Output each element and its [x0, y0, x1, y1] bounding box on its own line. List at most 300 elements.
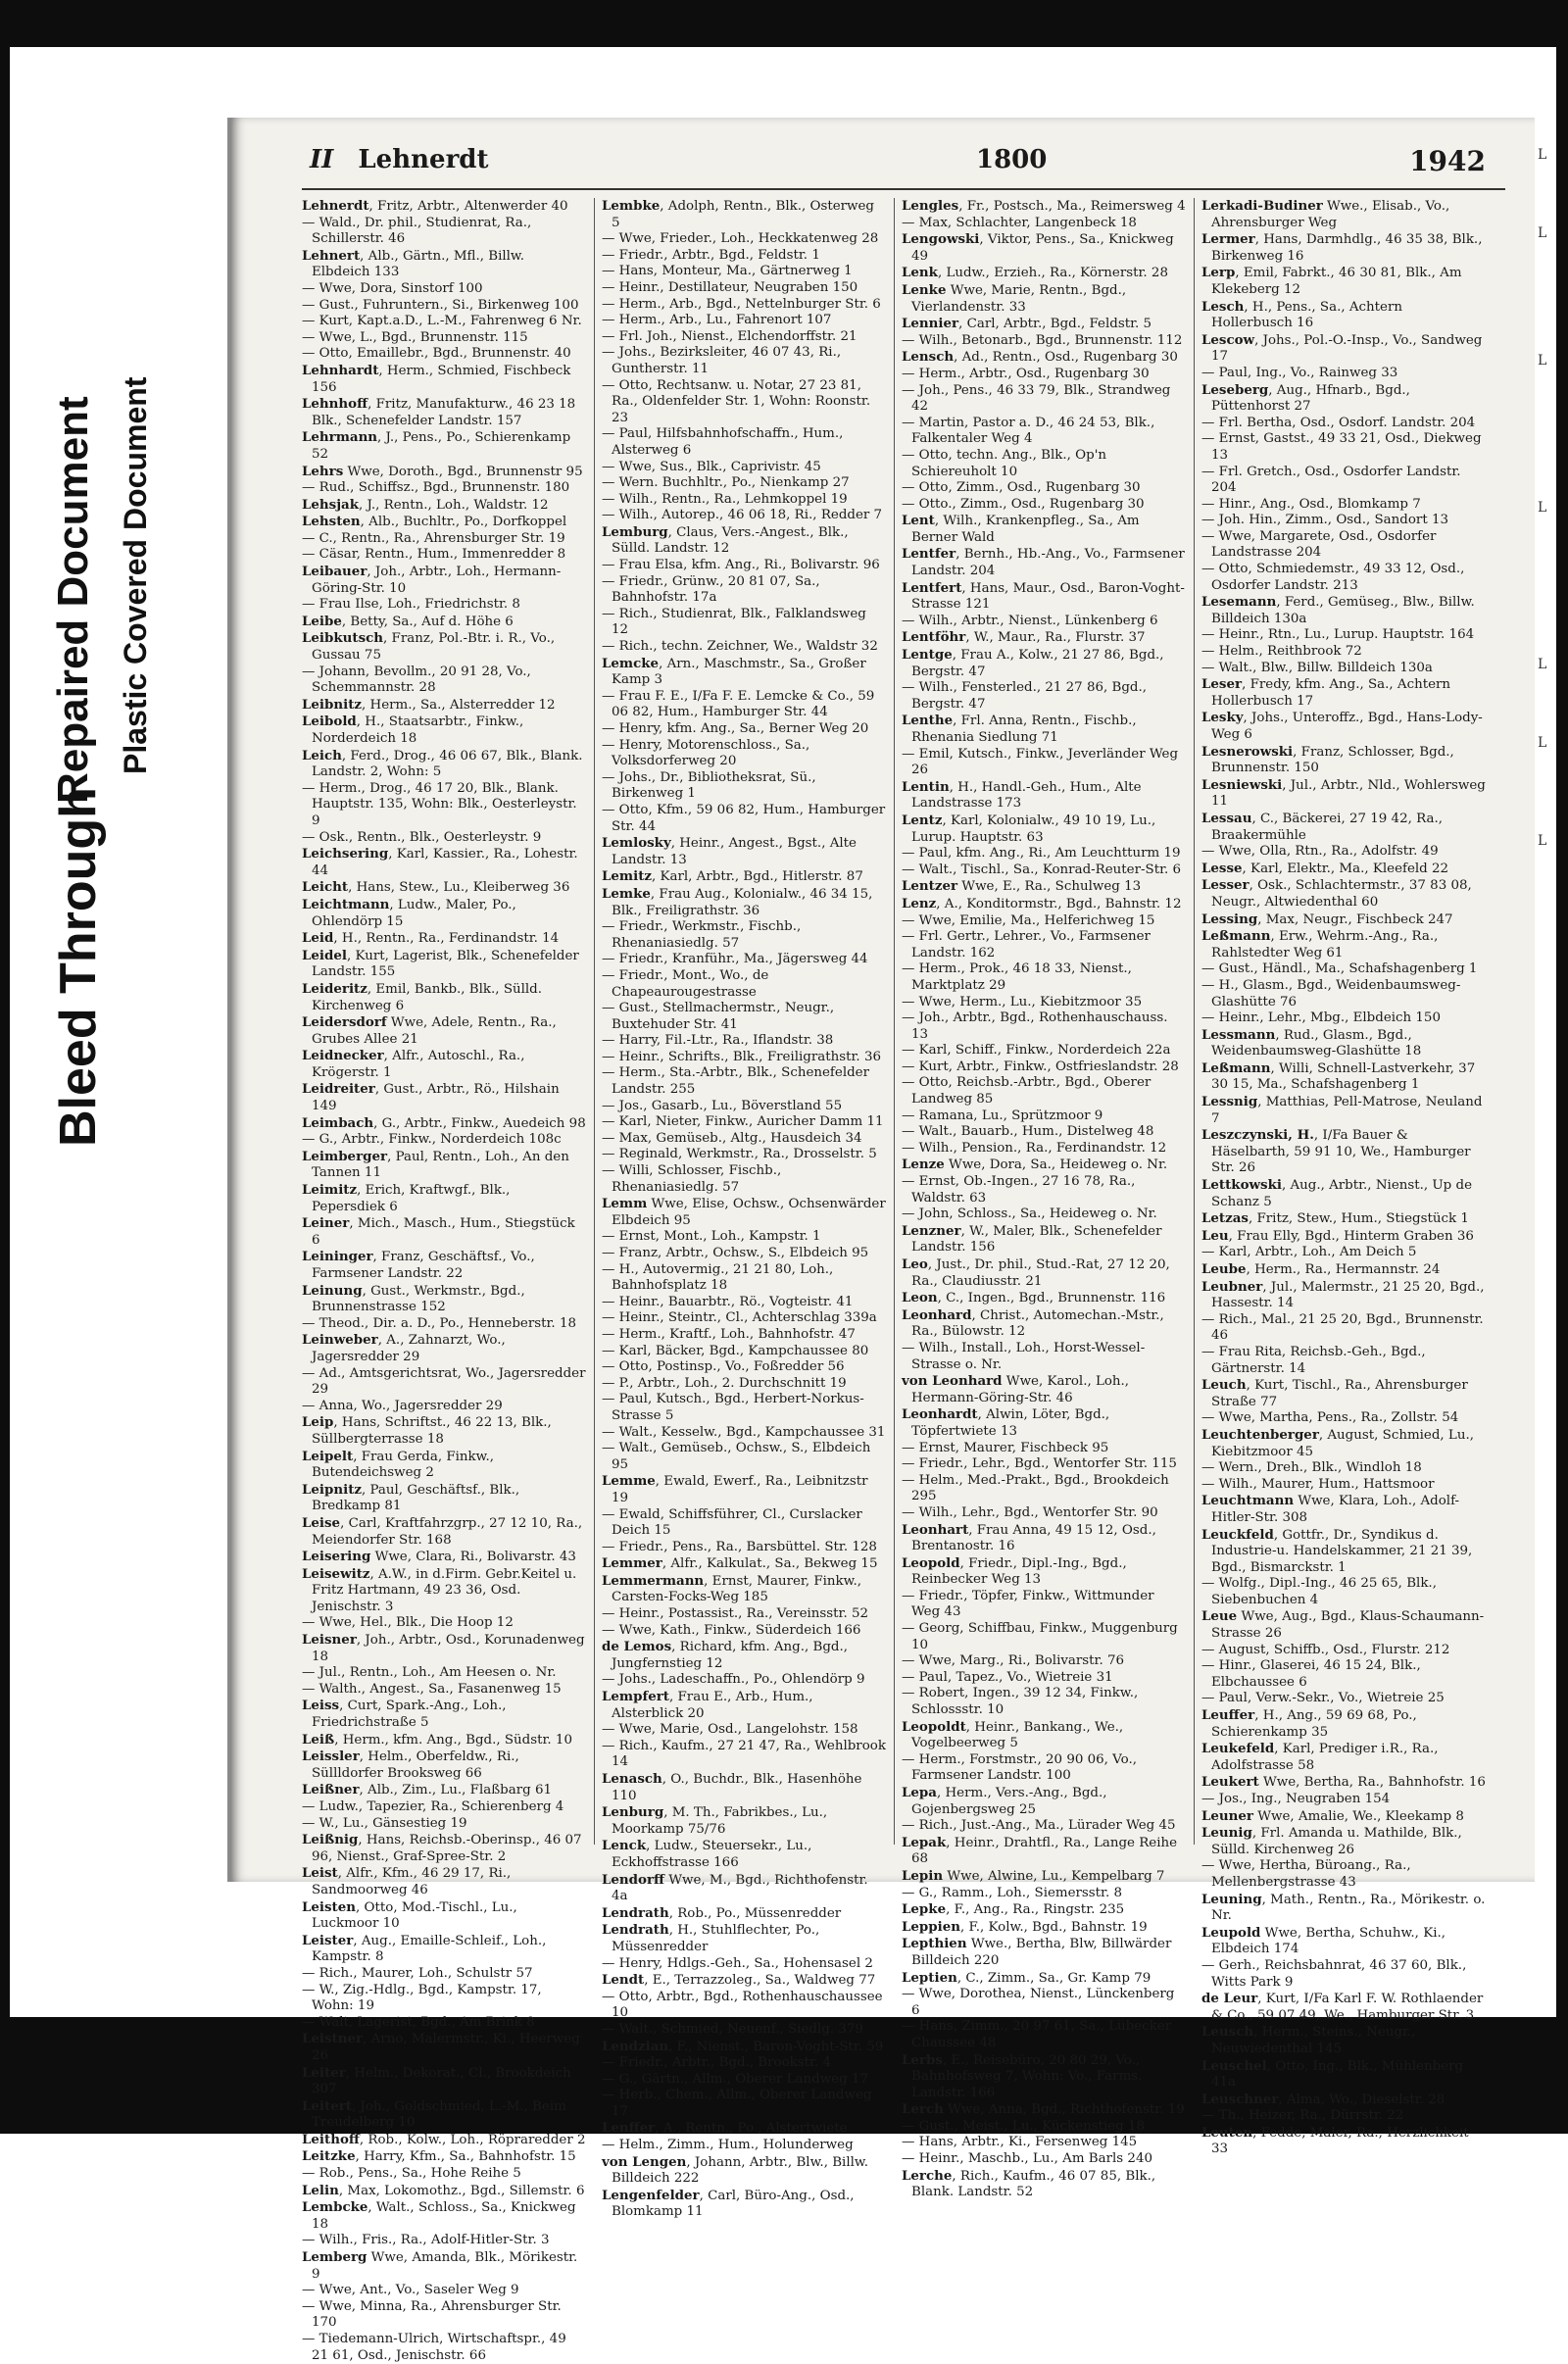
entry-details: — Joh. Hin., Zimm., Osd., Sandort 13	[1201, 513, 1449, 528]
directory-entry	[302, 2148, 586, 2166]
entry-details: — Friedr., Arbtr., Bgd., Brookstr. 4	[602, 2055, 831, 2071]
directory-entry	[602, 574, 886, 607]
directory-entry	[602, 2154, 886, 2188]
entry-details: , Aug., Arbtr., Nienst., Up de Schanz 5	[1211, 1178, 1473, 1209]
entry-surname: Leopold	[902, 1554, 960, 1571]
directory-entry	[902, 1223, 1186, 1256]
directory-entry	[902, 416, 1186, 448]
directory-entry	[1201, 332, 1486, 366]
entry-surname: Leimberger	[302, 1148, 388, 1164]
entry-surname: Leukert	[1201, 1774, 1259, 1791]
directory-entry	[302, 1332, 586, 1365]
entry-details: — Rich., techn. Zeichner, We., Waldstr 32	[602, 639, 878, 655]
entry-details: , Johs., Unteroffz., Bgd., Hans-Lody-Weg 6	[1211, 711, 1483, 742]
entry-details: — Ewald, Schiffsführer, Cl., Curslacker Deich 15	[602, 1506, 862, 1539]
directory-entry	[1201, 811, 1486, 844]
directory-entry	[602, 1131, 886, 1148]
directory-entry	[902, 2052, 1186, 2102]
entry-details: — Reginald, Werkmstr., Ra., Drosselstr. 5	[602, 1147, 877, 1162]
directory-entry	[602, 656, 886, 689]
entry-surname: Leuckfeld	[1201, 1526, 1274, 1543]
entry-details: , Erw., Wehrm.-Ang., Ra., Rahlstedter Weg 61	[1211, 929, 1439, 960]
directory-entry	[1201, 465, 1486, 497]
directory-entry	[602, 1147, 886, 1163]
directory-entry	[302, 298, 586, 315]
entry-details: , Kurt, Lagerist, Blk., Schenefelder Landstr. 155	[312, 948, 579, 980]
directory-entry	[302, 1249, 586, 1282]
directory-column-3	[902, 198, 1186, 2200]
directory-entry	[1201, 1643, 1486, 1659]
directory-entry	[1201, 198, 1486, 231]
entry-details: — Rud., Schiffsz., Bgd., Brunnenstr. 180	[302, 480, 570, 496]
entry-details: — Wern., Dreh., Blk., Windloh 18	[1201, 1460, 1422, 1476]
entry-surname: Leue	[1201, 1608, 1238, 1625]
entry-surname: Leichsering	[302, 846, 389, 862]
entry-details: — Jos., Ing., Neugraben 154	[1201, 1792, 1391, 1806]
directory-entry	[602, 1441, 886, 1473]
entry-surname: Leuffer	[1201, 1707, 1255, 1724]
entry-details: — G., Arbtr., Finkw., Norderdeich 108c	[302, 1132, 562, 1148]
entry-details: — Frl. Gertr., Lehrer., Vo., Farmsener Landstr. 162	[902, 929, 1151, 960]
entry-details: Wwe, Bertha, Schuhw., Ki., Elbdeich 174	[1211, 1925, 1446, 1957]
entry-surname: Leisering	[302, 1549, 371, 1565]
entry-details: — John, Schloss., Sa., Heideweg o. Nr.	[902, 1207, 1157, 1222]
directory-entry	[902, 2119, 1186, 2136]
directory-column-1	[302, 198, 586, 2363]
entry-surname: Leibold	[302, 714, 357, 730]
entry-details: — Frau Elsa, kfm. Ang., Ri., Bolivarstr. 96	[602, 558, 880, 573]
directory-entry	[302, 2015, 586, 2032]
entry-details: — Osk., Rentn., Blk., Oesterleystr. 9	[302, 829, 542, 845]
directory-entry	[1201, 2125, 1486, 2158]
entry-details: — Henry, kfm. Ang., Sa., Berner Weg 20	[602, 721, 869, 736]
entry-details: — Frau F. E., I/Fa F. E. Lemcke & Co., 59 06 82, Hum., Hamburger Str. 44	[602, 688, 875, 720]
entry-details: — Franz, Arbtr., Ochsw., S., Elbdeich 95	[602, 1246, 869, 1260]
entry-details: , Aug., Hfnarb., Bgd., Püttenhorst 27	[1211, 382, 1410, 415]
entry-details: — Otto, Postinsp., Vo., Foßredder 56	[602, 1359, 845, 1375]
entry-surname: Leuten	[1201, 2124, 1253, 2141]
entry-surname: Lenz	[902, 895, 937, 911]
entry-details: , E., Reisebüro, 20 80 29, Vo., Bahnhofsweg 7, Wohn: Vo., Farms. Landstr. 166	[911, 2052, 1143, 2100]
entry-details: Wwe, Clara, Ri., Bolivarstr. 43	[370, 1550, 576, 1565]
entry-details: , Gottfr., Dr., Syndikus d. Industrie-u. Handelskammer, 21 21 39, Bgd., Bismarckstr. 1	[1211, 1527, 1473, 1575]
entry-surname: Leininger	[302, 1249, 373, 1265]
entry-details: , Wilh., Krankenpfleg., Sa., Am Berner Wald	[911, 514, 1140, 545]
entry-details: — Theod., Dir. a. D., Po., Henneberstr. 18	[302, 1315, 576, 1331]
adjacent-page-letter: L	[1538, 735, 1547, 751]
entry-surname: Lehsten	[302, 514, 361, 530]
entry-details: , Frl. Amanda u. Mathilde, Blk., Sülld. Kirchenweg 26	[1211, 1826, 1462, 1857]
directory-entry	[302, 1515, 586, 1549]
entry-details: , Betty, Sa., Auf d. Höhe 6	[341, 614, 514, 629]
directory-entry	[1201, 877, 1486, 911]
entry-details: — Herm., Prok., 46 18 33, Nienst., Marktplatz 29	[902, 961, 1132, 993]
entry-surname: Lesemann	[1201, 594, 1277, 611]
entry-details: , Friedr., Dipl.-Ing., Bgd., Reinbecker Weg 13	[911, 1555, 1127, 1588]
entry-details: — Wilh., Lehr., Bgd., Wentorfer Str. 90	[902, 1504, 1158, 1520]
directory-entry	[302, 981, 586, 1014]
entry-details: — Friedr., Lehr., Bgd., Wentorfer Str. 115	[902, 1456, 1177, 1472]
entry-surname: Leideritz	[302, 980, 368, 997]
directory-entry	[602, 639, 886, 656]
entry-details: Wwe, Doroth., Bgd., Brunnenstr 95	[343, 464, 583, 479]
entry-details: , Emil, Bankb., Blk., Sülld. Kirchenweg 6	[312, 981, 543, 1013]
directory-entry	[1201, 1707, 1486, 1741]
entry-details: — Herm., Sta.-Arbtr., Blk., Schenefelder Landstr. 255	[602, 1065, 869, 1098]
entry-details: Wwe, Elise, Ochsw., Ochsenwärder Elbdeich 95	[612, 1197, 886, 1228]
entry-surname: Leppien	[902, 1918, 961, 1935]
entry-details: , W., Maler, Blk., Schenefelder Landstr. 156	[911, 1223, 1162, 1256]
entry-details: , Alb., Zim., Lu., Flaßbarg 61	[359, 1783, 552, 1798]
entry-details: , Fritz, Manufakturw., 46 23 18 Blk., Schenefelder Landstr. 157	[312, 397, 576, 428]
entry-surname: Leister	[302, 1932, 354, 1948]
entry-details: , A., Konditormstr., Bgd., Bahnstr. 12	[936, 896, 1182, 911]
entry-details: — Walt., Blw., Billw. Billdeich 130a	[1201, 660, 1433, 675]
entry-details: , Joh., Arbtr., Loh., Hermann-Göring-Str. 10	[312, 565, 562, 596]
directory-entry	[1201, 265, 1486, 298]
entry-details: , Matthias, Pell-Matrose, Neuland 7	[1211, 1095, 1483, 1126]
directory-entry	[902, 1141, 1186, 1157]
entry-details: — Wwe, Marg., Ri., Bolivarstr. 76	[902, 1653, 1125, 1669]
entry-details: , C., Ingen., Bgd., Brunnenstr. 116	[937, 1291, 1166, 1306]
directory-entry	[1201, 928, 1486, 961]
directory-entry	[302, 748, 586, 781]
entry-surname: Lesse	[1201, 860, 1243, 876]
directory-entry	[602, 1606, 886, 1623]
entry-details: , Hans, Maur., Osd., Baron-Voght-Strasse 121	[911, 580, 1185, 613]
directory-entry	[302, 2332, 586, 2364]
directory-entry	[1201, 366, 1486, 382]
entry-surname: de Leur	[1201, 1991, 1258, 2007]
directory-entry	[902, 1886, 1186, 1902]
entry-surname: Lemmermann	[602, 1572, 705, 1589]
entry-details: , Fritz, Arbtr., Altenwerder 40	[368, 199, 568, 214]
directory-entry	[302, 1414, 586, 1448]
entry-surname: Lenck	[602, 1838, 647, 1854]
entry-details: — Wilh., Pension., Ra., Ferdinandstr. 12	[902, 1140, 1167, 1156]
entry-surname: Leidersdorf	[302, 1014, 387, 1031]
entry-details: , O., Buchdr., Blk., Hasenhöhe 110	[612, 1772, 862, 1803]
directory-entry	[602, 803, 886, 835]
directory-entry	[902, 862, 1186, 879]
directory-columns	[302, 198, 1505, 2363]
adjacent-page-letter: L	[1538, 833, 1547, 849]
entry-surname: Lentfert	[902, 579, 962, 596]
directory-entry	[602, 1392, 886, 1424]
directory-entry	[902, 1505, 1186, 1522]
entry-surname: Lelin	[302, 2182, 339, 2198]
entry-details: — Frl. Joh., Nienst., Elchendorffstr. 21	[602, 328, 858, 344]
directory-entry	[1201, 661, 1486, 677]
adjacent-page-letter: L	[1538, 225, 1547, 241]
entry-surname: Leiß	[302, 1731, 335, 1748]
entry-surname: Lermer	[1201, 231, 1255, 248]
entry-details: , Frau Elly, Bgd., Hinterm Graben 36	[1228, 1228, 1474, 1244]
directory-entry	[1201, 1410, 1486, 1427]
directory-entry	[602, 198, 886, 231]
directory-entry	[902, 1970, 1186, 1988]
entry-details: — Hans, Arbtr., Ki., Fersenweg 145	[902, 2135, 1138, 2150]
entry-details: — Henry, Hdlgs.-Geh., Sa., Hohensasel 2	[602, 1955, 873, 1971]
entry-details: , Alfr., Kfm., 46 29 17, Ri., Sandmoorweg 46	[312, 1866, 512, 1897]
directory-entry	[902, 1987, 1186, 2019]
entry-details: Wwe, Amanda, Blk., Mörikestr. 9	[312, 2250, 578, 2282]
directory-entry	[1201, 1279, 1486, 1312]
directory-entry	[302, 464, 586, 481]
directory-entry	[1201, 1493, 1486, 1526]
directory-entry	[1201, 497, 1486, 514]
directory-entry	[902, 1373, 1186, 1406]
directory-entry	[1201, 562, 1486, 594]
entry-details: , Adolph, Rentn., Blk., Osterweg 5	[612, 199, 875, 230]
directory-entry	[602, 1639, 886, 1672]
entry-details: — Joh., Pens., 46 33 79, Blk., Strandweg 42	[902, 382, 1171, 415]
directory-entry	[902, 383, 1186, 416]
entry-details: — Friedr., Töpfer, Finkw., Wittmunder Weg 43	[902, 1588, 1154, 1620]
entry-details: , Joh., Goldschmied, L.-M., Beim Treudelberg 10	[312, 2098, 566, 2131]
directory-entry	[902, 480, 1186, 497]
entry-details: , J., Pens., Po., Schierenkamp 52	[312, 430, 571, 462]
header-rule	[302, 188, 1505, 190]
entry-details: — Wald., Dr. phil., Studienrat, Ra., Schillerstr. 46	[302, 215, 532, 247]
entry-details: Wwe, Adele, Rentn., Ra., Grubes Allee 21	[312, 1015, 557, 1047]
entry-details: , Joh., Arbtr., Osd., Korunadenweg 18	[312, 1633, 585, 1664]
entry-details: , Ferd., Drog., 46 06 67, Blk., Blank. Landstr. 2, Wohn: 5	[312, 748, 583, 780]
directory-entry	[902, 1256, 1186, 1290]
entry-details: — Walth., Angest., Sa., Fasanenweg 15	[302, 1681, 562, 1697]
header-year: 1942	[1409, 145, 1486, 177]
directory-entry	[602, 1922, 886, 1955]
entry-details: , C., Bäckerei, 27 19 42, Ra., Braakermühle	[1211, 811, 1444, 843]
entry-details: — Wwe, Dora, Sinstorf 100	[302, 280, 483, 296]
entry-surname: Leukefeld	[1201, 1741, 1275, 1757]
entry-details: — Herm., Drog., 46 17 20, Blk., Blank. Hauptstr. 135, Wohn: Blk., Oesterleystr. 9	[302, 780, 577, 828]
directory-entry	[602, 1573, 886, 1606]
directory-entry	[902, 1835, 1186, 1868]
entry-surname: Lennier	[902, 316, 959, 332]
directory-entry	[1201, 431, 1486, 464]
entry-surname: Lehnhardt	[302, 362, 379, 378]
entry-details: — Gust., Händl., Ma., Schafshagenberg 1	[1201, 961, 1478, 977]
directory-entry	[902, 1653, 1186, 1670]
directory-entry	[1201, 744, 1486, 777]
entry-details: Wwe, E., Ra., Schulweg 13	[957, 879, 1142, 895]
entry-surname: Leithoff	[302, 2131, 360, 2147]
entry-details: , Rob., Kolw., Loh., Röpraredder 2	[359, 2132, 586, 2147]
entry-details: — Frl. Bertha, Osd., Osdorf. Landstr. 204	[1201, 415, 1476, 430]
directory-entry	[902, 448, 1186, 480]
entry-details: , Emil, Fabrkt., 46 30 81, Blk., Am Klekeberg 12	[1211, 266, 1462, 297]
adjacent-page-letter: L	[1538, 147, 1547, 163]
directory-entry	[902, 1919, 1186, 1937]
entry-details: — Rich., Maurer, Loh., Schulstr 57	[302, 1965, 533, 1981]
directory-entry	[302, 1832, 586, 1865]
entry-details: , Christ., Automechan.-Mstr., Ra., Bülowstr. 12	[911, 1307, 1164, 1340]
entry-details: — Johs., Ladeschaffn., Po., Ohlendörp 9	[602, 1672, 865, 1688]
entry-details: — Ad., Amtsgerichtsrat, Wo., Jagersredder 29	[302, 1365, 586, 1398]
entry-details: , H., Rentn., Ra., Ferdinandstr. 14	[333, 931, 560, 947]
entry-surname: Leidnecker	[302, 1048, 384, 1064]
directory-entry	[602, 689, 886, 721]
entry-details: — Ernst, Mont., Loh., Kampstr. 1	[602, 1229, 821, 1245]
entry-details: — Rich., Mal., 21 25 20, Bgd., Brunnenstr. 46	[1201, 1311, 1484, 1344]
entry-surname: Lemcke	[602, 655, 660, 671]
entry-details: , Fritz, Stew., Hum., Stiegstück 1	[1248, 1211, 1469, 1227]
directory-entry	[602, 1163, 886, 1196]
entry-details: — Gust., Stellmachermstr., Neugr., Buxtehuder Str. 41	[602, 1001, 835, 1032]
directory-entry	[902, 2135, 1186, 2151]
entry-details: , Kurt, Tischl., Ra., Ahrensburger Straße 77	[1211, 1378, 1468, 1409]
directory-entry	[902, 813, 1186, 846]
entry-details: , Hans, Darmhdlg., 46 35 38, Blk., Birkenweg 16	[1211, 232, 1483, 264]
entry-surname: Leo	[902, 1256, 928, 1272]
entry-surname: Leipnitz	[302, 1481, 362, 1498]
entry-details: — Max, Gemüseb., Altg., Hausdeich 34	[602, 1130, 862, 1146]
entry-surname: Lerche	[902, 2167, 953, 2184]
entry-details: , Carl, Kraftfahrzgrp., 27 12 10, Ra., Meiendorfer Str. 168	[312, 1515, 583, 1548]
entry-details: — Otto, Zimm., Osd., Rugenbarg 30	[902, 480, 1141, 496]
directory-entry	[602, 1327, 886, 1344]
directory-entry	[302, 396, 586, 429]
entry-details: , Kurt, I/Fa Karl F. W. Rothlaender & Co., 59 07 49, We., Hamburger Str. 3	[1211, 1992, 1484, 2023]
directory-entry	[302, 330, 586, 347]
entry-details: — Anna, Wo., Jagersredder 29	[302, 1398, 503, 1413]
directory-entry	[1201, 1345, 1486, 1377]
entry-details: Wwe, M., Bgd., Richthofenstr. 4a	[612, 1872, 868, 1904]
entry-surname: Lenthe	[902, 713, 954, 729]
directory-entry	[302, 1549, 586, 1566]
entry-details: — Otto, techn. Ang., Blk., Op'n Schiereuholt 10	[902, 447, 1107, 479]
entry-surname: Lenzner	[902, 1222, 961, 1239]
entry-details: — Ludw., Tapezier, Ra., Schierenberg 4	[302, 1799, 564, 1814]
directory-entry	[902, 1621, 1186, 1653]
directory-entry	[302, 1615, 586, 1632]
directory-entry	[902, 878, 1186, 896]
directory-entry	[1201, 1245, 1486, 1261]
directory-entry	[602, 886, 886, 919]
directory-entry	[902, 282, 1186, 316]
entry-details: — Emil, Kutsch., Finkw., Jeverländer Weg 26	[902, 746, 1179, 778]
entry-details: — Martin, Pastor a. D., 46 24 53, Blk., Falkentaler Weg 4	[902, 415, 1155, 447]
entry-details: — Otto, Kfm., 59 06 82, Hum., Hamburger Str. 44	[602, 802, 886, 834]
entry-details: , Jul., Arbtr., Nld., Wohlersweg 11	[1211, 777, 1486, 810]
directory-entry	[602, 1972, 886, 1990]
directory-entry	[302, 846, 586, 879]
entry-details: — P., Arbtr., Loh., 2. Durchschnitt 19	[602, 1375, 847, 1391]
directory-entry	[1201, 627, 1486, 644]
directory-entry	[602, 313, 886, 329]
entry-details: — Wilh., Arbtr., Nienst., Lünkenberg 6	[902, 613, 1158, 628]
directory-entry	[602, 1689, 886, 1722]
entry-surname: Leupold	[1201, 1924, 1261, 1941]
entry-surname: Lesnerowski	[1201, 743, 1294, 760]
entry-details: , Herm., Sa., Alsterredder 12	[362, 697, 556, 713]
entry-details: , Hans, Reichsb.-Oberinsp., 46 07 96, Nienst., Graf-Spree-Str. 2	[312, 1833, 582, 1864]
entry-surname: Leunig	[1201, 1825, 1252, 1842]
directory-entry	[602, 1295, 886, 1311]
entry-surname: Leissler	[302, 1748, 360, 1765]
directory-entry	[302, 514, 586, 531]
entry-details: — Frl. Gretch., Osd., Osdorfer Landstr. 204	[1201, 464, 1461, 496]
directory-entry	[902, 1341, 1186, 1373]
directory-entry	[902, 1818, 1186, 1835]
entry-details: , Otto, Mod.-Tischl., Lu., Luckmoor 10	[312, 1899, 517, 1932]
entry-details: , Franz, Schlosser, Bgd., Brunnenstr. 150	[1211, 744, 1454, 776]
directory-entry	[1201, 2058, 1486, 2092]
entry-surname: Leichtmann	[302, 896, 390, 912]
entry-surname: Leißner	[302, 1782, 360, 1798]
entry-surname: Lessing	[1201, 911, 1258, 927]
entry-details: , Johann, Arbtr., Blw., Billw. Billdeich 222	[612, 2154, 869, 2187]
entry-surname: Lerbs	[902, 2051, 943, 2068]
directory-entry	[302, 714, 586, 747]
entry-details: — Herm., Arb., Lu., Fahrenort 107	[602, 313, 832, 328]
directory-entry	[1201, 861, 1486, 878]
directory-column-2	[602, 198, 886, 2220]
entry-details: , Ernst, Maurer, Finkw., Carsten-Focks-Weg 185	[612, 1573, 862, 1605]
entry-details: , Osk., Schlachtermstr., 37 83 08, Neugr., Altwiedenthal 60	[1211, 878, 1472, 910]
entry-surname: Leißnig	[302, 1832, 359, 1848]
entry-details: , F., Nienst., Baron-Voght-Str. 59	[668, 2039, 884, 2054]
entry-details: — Helm., Med.-Prakt., Bgd., Brookdeich 295	[902, 1472, 1169, 1504]
entry-surname: Leich	[302, 747, 342, 763]
entry-surname: Leitert	[302, 2097, 352, 2114]
entry-details: — G., Ramm., Loh., Siemersstr. 8	[902, 1885, 1123, 1900]
entry-details: — Wilh., Betonarb., Bgd., Brunnenstr. 112	[902, 332, 1183, 348]
entry-surname: Leisewitz	[302, 1565, 370, 1582]
entry-details: — Wilh., Rentn., Ra., Lehmkoppel 19	[602, 491, 848, 507]
entry-details: — Rich., Kaufm., 27 21 47, Ra., Wehlbrook 14	[602, 1738, 886, 1770]
directory-entry	[902, 2019, 1186, 2051]
entry-details: , Frl. Anna, Rentn., Fischb., Rhenania Siedlung 71	[911, 714, 1137, 745]
entry-details: — Rich., Studienrat, Blk., Falklandsweg 12	[602, 606, 866, 638]
directory-entry	[302, 2132, 586, 2149]
entry-details: — Wilh., Fensterled., 21 27 86, Bgd., Bergstr. 47	[902, 680, 1148, 712]
entry-surname: Lehnert	[302, 247, 361, 264]
entry-details: — Paul, Hilfsbahnhofschaffn., Hum., Alsterweg 6	[602, 426, 844, 458]
entry-surname: Leid	[302, 930, 334, 947]
directory-entry	[302, 1449, 586, 1482]
entry-details: , Harry, Kfm., Sa., Bahnhofstr. 15	[355, 2149, 576, 2165]
directory-entry	[602, 558, 886, 574]
directory-entry	[602, 426, 886, 459]
directory-entry	[302, 1132, 586, 1149]
entry-surname: Lepa	[902, 1785, 937, 1800]
entry-details: , Ewald, Ewerf., Ra., Leibnitzstr 19	[612, 1474, 868, 1505]
adjacent-page-letter: L	[1538, 353, 1547, 369]
directory-entry	[602, 2022, 886, 2039]
directory-entry	[302, 564, 586, 597]
entry-surname: Leßmann	[1201, 1059, 1271, 1076]
entry-details: — Henry, Motorenschloss., Sa., Volksdorferweg 20	[602, 737, 810, 769]
scan-frame-left	[0, 0, 10, 2134]
entry-details: — Willi, Schlosser, Fischb., Rhenaniasiedlg. 57	[602, 1163, 782, 1195]
directory-entry	[1201, 961, 1486, 978]
entry-details: — Tiedemann-Ulrich, Wirtschaftspr., 49 21 61, Osd., Jenischstr. 66	[302, 2332, 566, 2363]
entry-surname: Lenasch	[602, 1771, 662, 1787]
entry-details: , Alfr., Autoschl., Ra., Krögerstr. 1	[312, 1049, 525, 1080]
entry-details: — Hans, Monteur, Ma., Gärtnerweg 1	[602, 264, 853, 279]
entry-details: — Herm., Forstmstr., 20 90 06, Vo., Farmsener Landstr. 100	[902, 1751, 1137, 1784]
entry-details: — Heinr., Rtn., Lu., Lurup. Hauptstr. 164	[1201, 627, 1475, 643]
directory-entry	[602, 1990, 886, 2022]
directory-entry	[1201, 1427, 1486, 1460]
entry-surname: Lehrs	[302, 463, 344, 479]
entry-details: — Ernst, Ob.-Ingen., 27 16 78, Ra., Waldstr. 63	[902, 1174, 1136, 1206]
directory-entry	[602, 1507, 886, 1540]
entry-details: , Ad., Rentn., Osd., Rugenbarg 30	[954, 350, 1178, 366]
entry-surname: Lescow	[1201, 331, 1255, 348]
